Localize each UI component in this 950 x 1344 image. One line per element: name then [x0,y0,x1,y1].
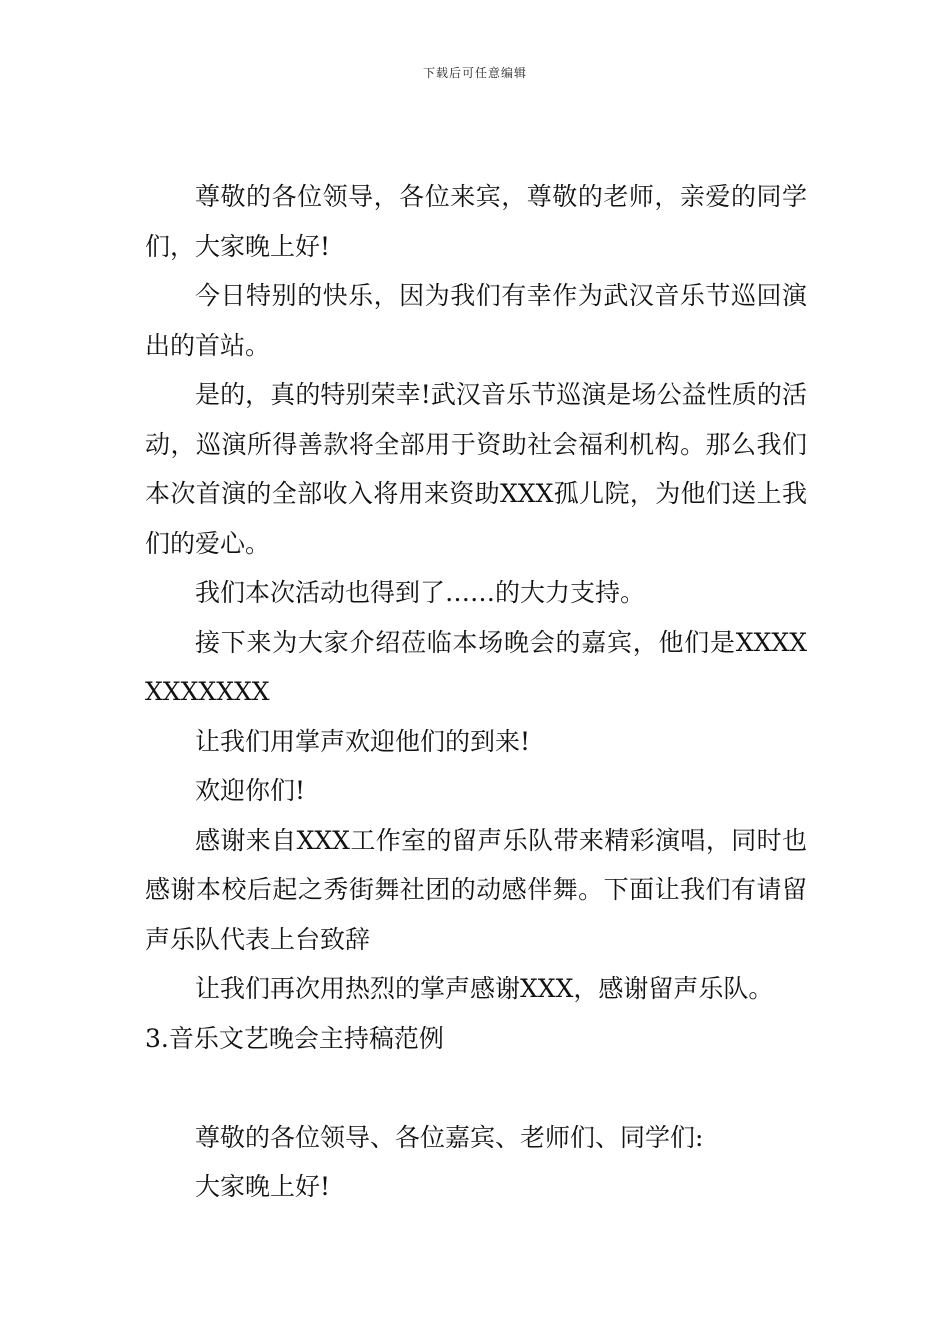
paragraph-support: 我们本次活动也得到了……的大力支持。 [195,578,646,607]
blank-line [145,1063,807,1113]
document-body [145,172,807,1212]
paragraph-thanks-band: 感谢来自XXX工作室的留声乐队带来精彩演唱，同时也感谢本校后起之秀街舞社团的动感伴舞。下面让我们有请留声乐队代表上台致辞 [145,825,807,954]
paragraph-welcome: 欢迎你们! [195,776,306,805]
paragraph-opening: 今日特别的快乐，因为我们有幸作为武汉音乐节巡回演出的首站。 [145,281,807,360]
paragraph-section-evening: 大家晚上好! [195,1172,331,1201]
paragraph-greeting: 尊敬的各位领导，各位来宾，尊敬的老师，亲爱的同学们，大家晚上好! [145,182,807,261]
paragraph-section-greeting: 尊敬的各位领导、各位嘉宾、老师们、同学们: [195,1122,704,1152]
paragraph-applause: 让我们用掌声欢迎他们的到来! [195,726,531,756]
paragraph-charity: 是的，真的特别荣幸!武汉音乐节巡演是场公益性质的活动，巡演所得善款将全部用于资助社会福利机构。那么我们本次首演的全部收入将用来资助XXX孤儿院，为他们送上我们的爱心。 [145,380,807,558]
paragraph-thanks-again: 让我们再次用热烈的掌声感谢XXX，感谢留声乐队。 [195,974,774,1003]
section-heading: 3.音乐文艺晚会主持稿范例 [145,1023,444,1053]
paragraph-guests-intro: 接下来为大家介绍莅临本场晚会的嘉宾，他们是XXXXXXXXXXX [145,627,807,706]
page-header: 下载后可任意编辑 [422,66,527,80]
